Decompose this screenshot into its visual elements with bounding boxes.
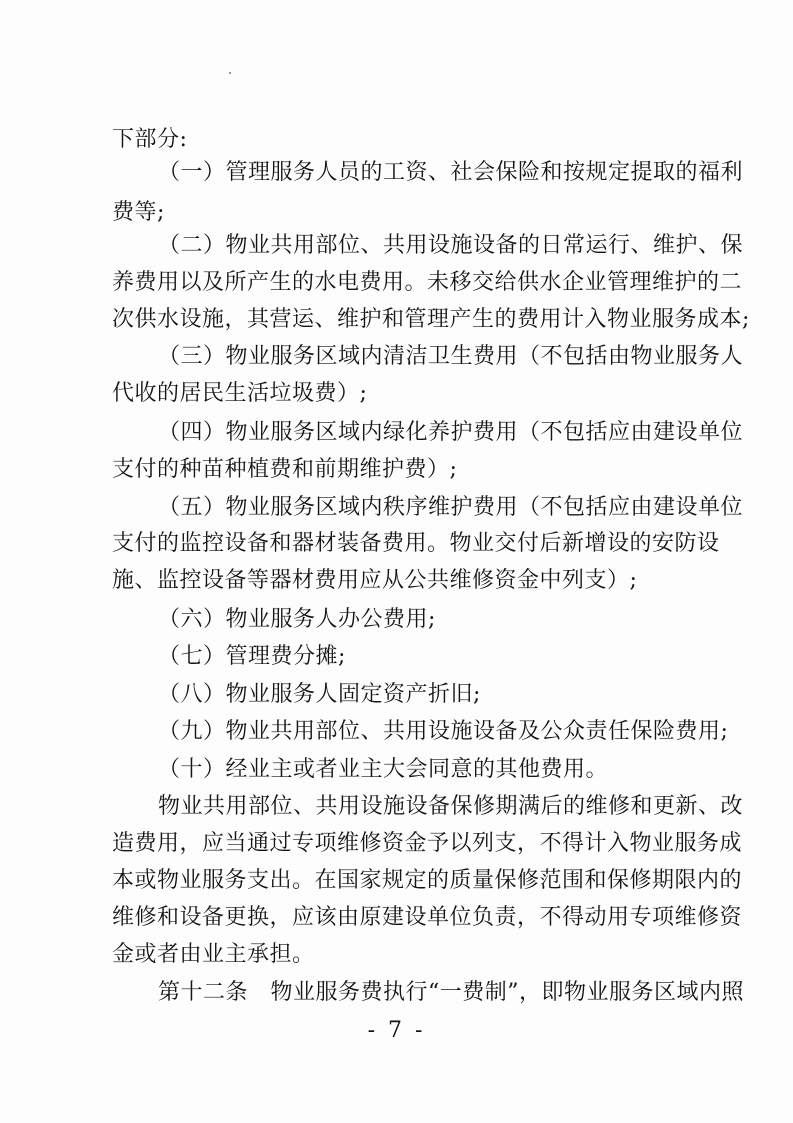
- text-line-21: 本或物业服务支出。在国家规定的质量保修范围和保修期限内的: [112, 868, 743, 893]
- text-line-9: （四）物业服务区域内绿化养护费用（不包括应由建设单位: [158, 420, 744, 445]
- text-line-17: （九）物业共用部位、共用设施设备及公众责任保险费用;: [158, 719, 729, 744]
- text-line-1: 下部分:: [112, 127, 188, 152]
- text-line-20: 造费用，应当通过专项维修资金予以列支，不得计入物业服务成: [112, 831, 743, 856]
- text-line-19: 物业共用部位、共用设施设备保修期满后的维修和更新、改: [158, 794, 744, 819]
- text-line-15: （七）管理费分摊;: [158, 644, 346, 669]
- scan-artifact-dot: [229, 72, 231, 74]
- text-line-14: （六）物业服务人办公费用;: [158, 607, 436, 632]
- text-line-18: （十）经业主或者业主大会同意的其他费用。: [158, 757, 609, 782]
- text-line-22: 维修和设备更换，应该由原建设单位负责，不得动用专项维修资: [112, 905, 743, 930]
- text-line-23: 金或者由业主承担。: [112, 942, 315, 967]
- text-line-3: 费等;: [112, 200, 165, 225]
- text-line-6: 次供水设施，其营运、维护和管理产生的费用计入物业服务成本;: [112, 307, 750, 332]
- text-line-5: 养费用以及所产生的水电费用。未移交给供水企业管理维护的二: [112, 270, 743, 295]
- text-line-7: （三）物业服务区域内清洁卫生费用（不包括由物业服务人: [158, 344, 744, 369]
- text-line-13: 施、监控设备等器材费用应从公共维修资金中列支）;: [112, 568, 638, 593]
- page-number: - 7 -: [367, 1018, 426, 1043]
- text-line-8: 代收的居民生活垃圾费）;: [112, 381, 368, 406]
- text-line-12: 支付的监控设备和器材装备费用。物业交付后新增设的安防设: [112, 531, 720, 556]
- text-line-4: （二）物业共用部位、共用设施设备的日常运行、维护、保: [158, 233, 744, 258]
- text-line-10: 支付的种苗种植费和前期维护费）;: [112, 457, 458, 482]
- text-line-2: （一）管理服务人员的工资、社会保险和按规定提取的福利: [158, 160, 744, 185]
- text-line-24: 第十二条 物业服务费执行“一费制”，即物业服务区域内照: [158, 980, 744, 1005]
- text-line-16: （八）物业服务人固定资产折旧;: [158, 682, 481, 707]
- text-line-11: （五）物业服务区域内秩序维护费用（不包括应由建设单位: [158, 495, 744, 520]
